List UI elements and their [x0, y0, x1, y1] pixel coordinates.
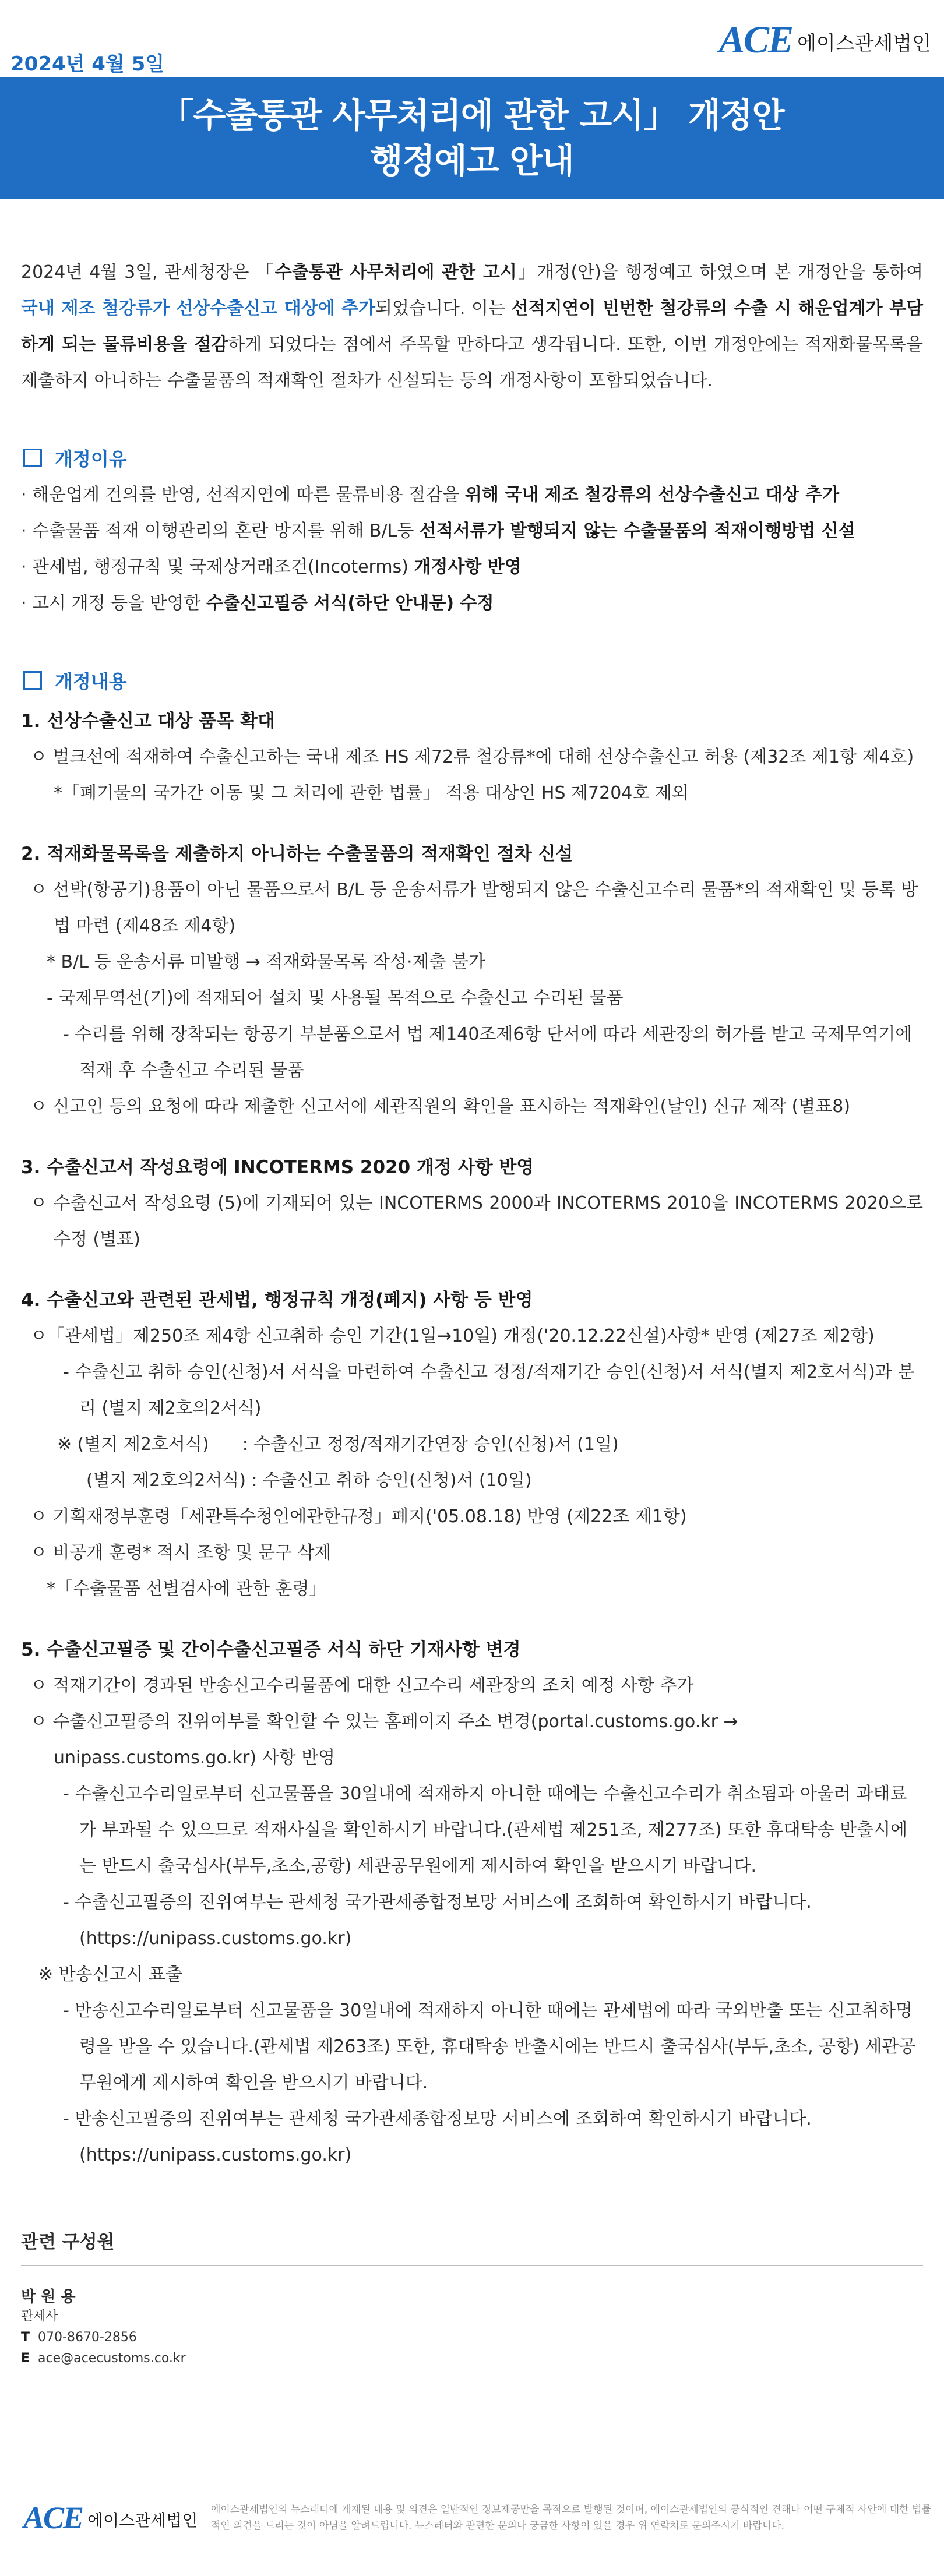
- title-banner: [0, 77, 944, 199]
- page-title-line2: 행정예고 안내: [370, 141, 574, 181]
- footer-logo: [23, 2502, 198, 2533]
- checkbox-square-icon: [23, 671, 42, 690]
- amendment-heading: 4. 수출신고와 관련된 관세법, 행정규칙 개정(폐지) 사항 등 반영: [21, 1290, 533, 1311]
- ace-logo: [719, 21, 931, 59]
- amendment-2: [21, 836, 923, 1125]
- top-bar: [0, 0, 944, 77]
- amendment-4: [21, 1282, 923, 1607]
- intro-bold: 수출통관 사무처리에 관한 고시: [274, 262, 517, 283]
- phone-label: T: [21, 2330, 30, 2345]
- reason-item: [21, 549, 923, 585]
- reason-bold: 위해 국내 제조 철강류의 선상수출신고 대상 추가: [464, 485, 840, 505]
- amendment-heading: 3. 수출신고서 작성요령에 INCOTERMS 2020 개정 사항 반영: [21, 1157, 534, 1178]
- amendment-line: ㅇ 수출신고서 작성요령 (5)에 기재되어 있는 INCOTERMS 2000과 INCOTERMS 2010을 INCOTERMS 2020으로 수정 (별표): [30, 1193, 923, 1250]
- contact-section-title: 관련 구성원: [21, 2227, 923, 2266]
- amendment-note: ※ 반송신고시 표출: [38, 1964, 183, 1985]
- section-title-reasons: [21, 444, 923, 471]
- amendment-subitem: - 반송신고수리일로부터 신고물품을 30일내에 적재하지 아니한 때에는 관세법에 따라 국외반출 또는 신고취하명령을 받을 수 있습니다.(관세법 제263조) 또한, 휴대탁송 반출시에는 반드시 출국심사(부두,초소, 공항) 세관공무원에게 제시하여 확인을 받으시기 바랍니다.: [63, 2000, 916, 2093]
- amendment-heading: 5. 수출신고필증 및 간이수출신고필증 서식 하단 기재사항 변경: [21, 1639, 521, 1660]
- contact-phone: [21, 2327, 923, 2348]
- reason-item: [21, 585, 923, 622]
- amendment-line: ㅇ 비공개 훈령* 적시 조항 및 문구 삭제: [30, 1543, 332, 1563]
- email-link[interactable]: ace@acecustoms.co.kr: [38, 2351, 186, 2366]
- intro-text: 하게 되었다는 점에서 주목할 만하다고 생각됩니다. 또한, 이번 개정안에는 적재화물목록을 제출하지 아니하는 수출물품의 적재확인 절차가 신설되는 등의 개정사항이 포함되었습니다.: [21, 334, 923, 391]
- amendment-subitem: - 수출신고필증의 진위여부는 관세청 국가관세종합정보망 서비스에 조회하여 확인하시기 바랍니다.(https://unipass.customs.go.kr): [63, 1892, 812, 1949]
- amendment-3: [21, 1149, 923, 1258]
- contact-name: 박 원 용: [21, 2288, 76, 2306]
- section-title-contents: [21, 667, 923, 694]
- section-title-text: 개정이유: [55, 448, 127, 470]
- contact-role: 관세사: [21, 2309, 58, 2324]
- amendment-line: ㅇ 선박(항공기)용품이 아닌 물품으로서 B/L 등 운송서류가 발행되지 않은 수출신고수리 물품*의 적재확인 및 등록 방법 마련 (제48조 제4항): [30, 880, 918, 936]
- footer-disclaimer: 에이스관세법인의 뉴스레터에 게재된 내용 및 의견은 일반적인 정보제공만을 목적으로 발행된 것이며, 에이스관세법인의 공식적인 견해나 어떤 구체적 사안에 대한 법률적인 의견을 드리는 것이 아님을 알려드립니다. 뉴스레터와 관련한 문의나 궁금한 사항이 있을 경우 위 연락처로 문의주시기 바랍니다.: [211, 2504, 931, 2532]
- footer: [0, 2476, 944, 2576]
- reason-item: [21, 477, 923, 513]
- amendment-subitem: - 수리를 위해 장착되는 항공기 부분품으로서 법 제140조제6항 단서에 따라 세관장의 허가를 받고 국제무역기에 적재 후 수출신고 수리된 물품: [63, 1024, 913, 1081]
- newsletter-date: 2024년 4월 5일: [10, 52, 165, 76]
- logo-mark: ACE: [23, 2500, 83, 2535]
- contact-email[interactable]: [21, 2348, 923, 2369]
- checkbox-square-icon: [23, 449, 42, 467]
- phone-number: 070-8670-2856: [38, 2330, 137, 2345]
- intro-text: 2024년 4월 3일, 관세청장은 「: [21, 262, 275, 283]
- amendment-subitem: - 수출신고 취하 승인(신청)서 서식을 마련하여 수출신고 정정/적재기간 승인(신청)서 서식(별지 제2호서식)과 분리 (별지 제2호의2서식): [63, 1362, 915, 1418]
- amendment-note: *「수출물품 선별검사에 관한 훈령」: [47, 1579, 327, 1599]
- reason-text: · 해운업계 건의를 반영, 선적지연에 따른 물류비용 절감을: [21, 485, 465, 505]
- contact-card: [21, 2285, 923, 2369]
- intro-highlight: 국내 제조 철강류가 선상수출신고 대상에 추가: [21, 298, 376, 319]
- email-label: E: [21, 2351, 30, 2366]
- amendment-line: ㅇ 적재기간이 경과된 반송신고수리물품에 대한 신고수리 세관장의 조치 예정 사항 추가: [30, 1675, 694, 1696]
- intro-bold: 선적지연이 빈번한 철강류의 수출 시 해운업계가 부담하게 되는 물류비용을 절감: [21, 298, 923, 355]
- amendment-heading: 1. 선상수출신고 대상 품목 확대: [21, 711, 275, 732]
- amendment-line: ㅇ 기획재정부훈령「세관특수청인에관한규정」폐지('05.08.18) 반영 (제22조 제1항): [30, 1506, 687, 1527]
- amendment-note: ※ (별지 제2호서식) : 수출신고 정정/적재기간연장 승인(신청)서 (1일): [57, 1434, 619, 1455]
- amendment-line: ㅇ 벌크선에 적재하여 수출신고하는 국내 제조 HS 제72류 철강류*에 대해 선상수출신고 허용 (제32조 제1항 제4호) *「폐기물의 국가간 이동 및 그 처리에 관한 법률」 적용 대상인 HS 제7204호 제외: [30, 747, 914, 803]
- amendment-subitem: - 수출신고수리일로부터 신고물품을 30일내에 적재하지 아니한 때에는 수출신고수리가 취소됨과 아울러 과태료가 부과될 수 있으므로 적재사실을 확인하시기 바랍니다.(관세법 제251조, 제277조) 또한 휴대탁송 반출시에는 반드시 출국심사(부두,초소,공항) 세관공무원에게 제시하여 확인을 받으시기 바랍니다.: [63, 1784, 908, 1876]
- intro-text: 되었습니다. 이는: [375, 298, 512, 319]
- logo-name: 에이스관세법인: [87, 2511, 198, 2530]
- page-title-line1: 「수출통관 사무처리에 관한 고시」 개정안: [160, 96, 784, 135]
- logo-mark: ACE: [719, 19, 793, 61]
- section-title-text: 개정내용: [55, 671, 127, 693]
- amendment-subitem: - 국제무역선(기)에 적재되어 설치 및 사용될 목적으로 수출신고 수리된 물품: [47, 988, 624, 1008]
- reason-text: · 수출물품 적재 이행관리의 혼란 방지를 위해 B/L등: [21, 521, 420, 541]
- reasons-list: [21, 477, 923, 622]
- amendment-subitem: - 반송신고필증의 진위여부는 관세청 국가관세종합정보망 서비스에 조회하여 확인하시기 바랍니다. (https://unipass.customs.go.kr): [63, 2109, 812, 2165]
- amendment-1: [21, 703, 923, 811]
- amendment-5: [21, 1632, 923, 2173]
- reason-bold: 선적서류가 발행되지 않는 수출물품의 적재이행방법 신설: [419, 521, 855, 541]
- reason-text: · 관세법, 행정규칙 및 국제상거래조건(Incoterms): [21, 557, 414, 577]
- main-content: [0, 255, 944, 2369]
- reason-bold: 개정사항 반영: [414, 557, 522, 577]
- reason-bold: 수출신고필증 서식(하단 안내문) 수정: [206, 593, 494, 613]
- amendment-line: ㅇ 신고인 등의 요청에 따라 제출한 신고서에 세관직원의 확인을 표시하는 적재확인(날인) 신규 제작 (별표8): [30, 1096, 851, 1117]
- amendment-note: * B/L 등 운송서류 미발행 → 적재화물목록 작성·제출 불가: [47, 952, 485, 972]
- intro-text: 」개정(안)을 행정예고 하였으며 본 개정안을 통하여: [516, 262, 923, 283]
- amendment-line: ㅇ 수출신고필증의 진위여부를 확인할 수 있는 홈페이지 주소 변경(portal.customs.go.kr → unipass.customs.go.kr) 사항 반영: [30, 1712, 738, 1768]
- amendment-heading: 2. 적재화물목록을 제출하지 아니하는 수출물품의 적재확인 절차 신설: [21, 844, 573, 864]
- intro-paragraph: [21, 255, 923, 399]
- logo-name: 에이스관세법인: [797, 32, 931, 55]
- reason-text: · 고시 개정 등을 반영한: [21, 593, 207, 613]
- amendment-line: ㅇ「관세법」제250조 제4항 신고취하 승인 기간(1일→10일) 개정('20.12.22신설)사항* 반영 (제27조 제2항): [30, 1326, 875, 1346]
- amendment-note: (별지 제2호의2서식) : 수출신고 취하 승인(신청)서 (10일): [86, 1470, 532, 1491]
- reason-item: [21, 513, 923, 549]
